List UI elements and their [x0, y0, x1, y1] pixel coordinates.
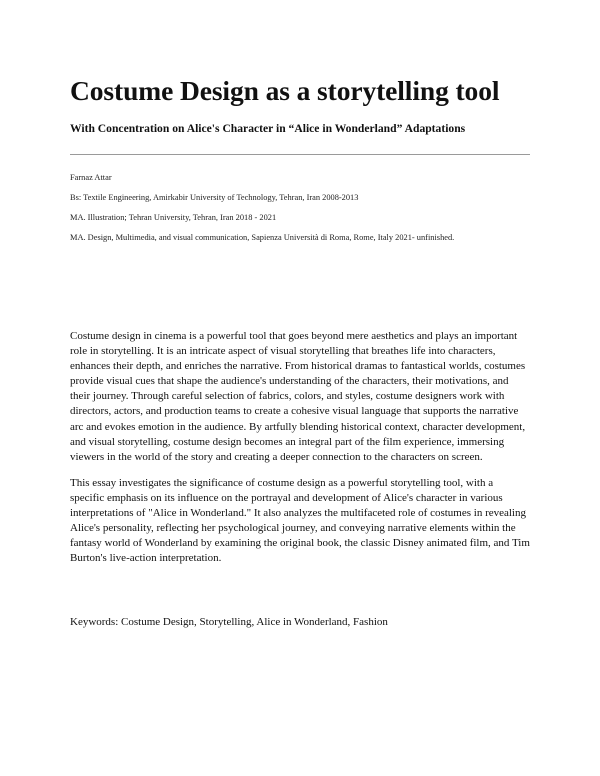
keywords-line: Keywords: Costume Design, Storytelling, Alice in Wonderland, Fashion — [70, 616, 388, 628]
author-affiliation: Bs: Textile Engineering, Amirkabir University of Technology, Tehran, Iran 2008-2013 — [70, 193, 359, 202]
author-affiliation: MA. Illustration; Tehran University, Tehran, Iran 2018 - 2021 — [70, 213, 277, 222]
paper-title: Costume Design as a storytelling tool — [70, 75, 500, 106]
author-block — [70, 172, 540, 252]
abstract-paragraph: Costume design in cinema is a powerful tool that goes beyond mere aesthetics and plays an important role in storytelling. It is an intricate aspect of visual storytelling that breathes life into characters, enhances their depth, and enriches the narrative. From historical dramas to fantastical worlds, costumes provide visual cues that shape the audience's understanding of the characters, their motivations, and their journey. Through careful selection of fabrics, colors, and styles, costume designers work with directors, actors, and production teams to create a cohesive visual language that supports the narrative arc and evokes emotion in the audience. By artfully blending historical context, character development, and visual storytelling, costume design becomes an integral part of the film experience, immersing viewers in the world of the story and creating a deeper connection to the characters on screen. — [70, 330, 526, 463]
abstract-paragraph: This essay investigates the significance of costume design as a powerful storytelling tool, with a specific emphasis on its influence on the portrayal and development of Alice's character in various interpretations of "Alice in Wonderland." It also analyzes the multifaceted role of costumes in revealing Alice's personality, reflecting her psychological journey, and conveying narrative elements within the fantasy world of Wonderland by examining the original book, the classic Disney animated film, and Tim Burton's live-action interpretation. — [70, 476, 530, 565]
abstract-body — [70, 329, 530, 577]
paper-subtitle: With Concentration on Alice's Character in “Alice in Wonderland” Adaptations — [70, 122, 466, 135]
author-name: Farnaz Attar — [70, 173, 112, 182]
title-divider — [70, 154, 530, 155]
author-affiliation: MA. Design, Multimedia, and visual communication, Sapienza Università di Roma, Rome, Italy 2021- unfinished. — [70, 233, 455, 242]
